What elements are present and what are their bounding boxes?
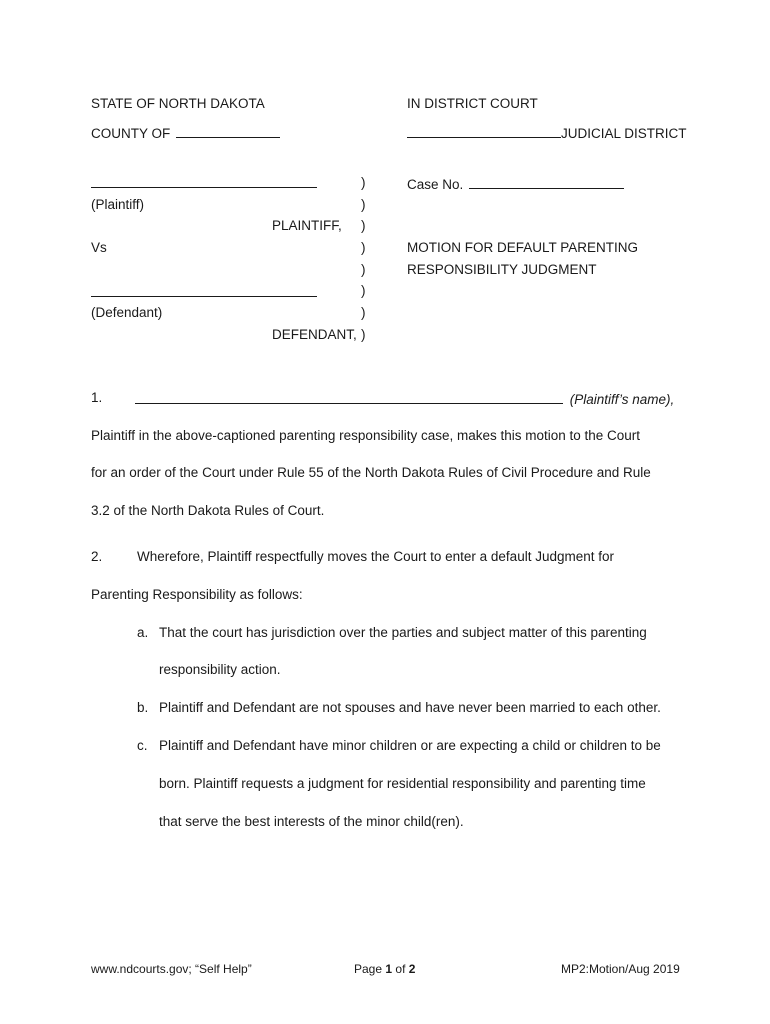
court-name: IN DISTRICT COURT [407,96,538,111]
paragraph-1-name-line [135,389,674,409]
county-label: COUNTY OF [91,126,171,141]
document-title-line2: RESPONSIBILITY JUDGMENT [407,262,597,277]
plaintiff-name-line [91,173,317,193]
plaintiff-name-hint: (Plaintiff’s name), [569,392,675,407]
county-line [91,123,280,143]
paragraph-1-number: 1. [91,390,103,405]
county-blank[interactable] [176,123,280,138]
caption-paren: ) [361,197,366,212]
list-item-c-line-1: Plaintiff and Defendant have minor children or are expecting a child or children to be [159,738,661,753]
footer-page-number [354,961,415,977]
district-blank[interactable] [407,123,561,138]
caption-paren: ) [361,283,366,298]
list-item-c-marker: c. [137,738,148,753]
paragraph-1-line-3: for an order of the Court under Rule 55 of the North Dakota Rules of Civil Procedure and Rule [91,465,651,480]
footer-page-of: of [395,962,406,976]
caption-paren: ) [361,327,366,342]
list-item-a-marker: a. [137,625,149,640]
district-label: JUDICIAL DISTRICT [561,126,687,141]
plaintiff-name-blank[interactable] [91,173,317,188]
document-title-line1: MOTION FOR DEFAULT PARENTING [407,240,639,255]
list-item-c-line-3: that serve the best interests of the minor child(ren). [159,814,464,829]
footer-form-id: MP2:Motion/Aug 2019 [561,962,680,976]
paragraph-1-line-4: 3.2 of the North Dakota Rules of Court. [91,503,325,518]
caption-paren: ) [361,240,366,255]
paragraph-1-line-2: Plaintiff in the above-captioned parenting responsibility case, makes this motion to the Court [91,428,641,443]
paragraph-2-number: 2. [91,549,103,564]
defendant-name-blank[interactable] [91,282,317,297]
versus-label: Vs [91,240,107,255]
footer-page-current: 1 [385,962,393,976]
defendant-label: (Defendant) [91,305,163,320]
plaintiff-label: (Plaintiff) [91,197,145,212]
paragraph-2-line-2: Parenting Responsibility as follows: [91,587,303,602]
defendant-name-line [91,282,317,302]
footer-page-word: Page [354,962,383,976]
list-item-a-line-1: That the court has jurisdiction over the parties and subject matter of this parenting [159,625,647,640]
list-item-b-line-1: Plaintiff and Defendant are not spouses and have never been married to each other. [159,700,661,715]
footer-page-total: 2 [408,962,416,976]
case-number-line [407,174,624,194]
footer-website: www.ndcourts.gov; “Self Help” [91,962,252,976]
list-item-c-line-2: born. Plaintiff requests a judgment for residential responsibility and parenting time [159,776,646,791]
caption-paren: ) [361,262,366,277]
case-number-blank[interactable] [469,174,624,189]
plaintiff-signature-name-blank[interactable] [135,389,563,404]
case-number-label: Case No. [407,177,464,192]
list-item-a-line-2: responsibility action. [159,662,281,677]
paragraph-2-line-1: Wherefore, Plaintiff respectfully moves the Court to enter a default Judgment for [137,549,614,564]
defendant-role: DEFENDANT, [272,327,357,342]
district-line [407,123,687,143]
caption-paren: ) [361,305,366,320]
list-item-b-marker: b. [137,700,149,715]
plaintiff-role: PLAINTIFF, [272,218,342,233]
caption-paren: ) [361,218,366,233]
caption-paren: ) [361,175,366,190]
state-name: STATE OF NORTH DAKOTA [91,96,265,111]
